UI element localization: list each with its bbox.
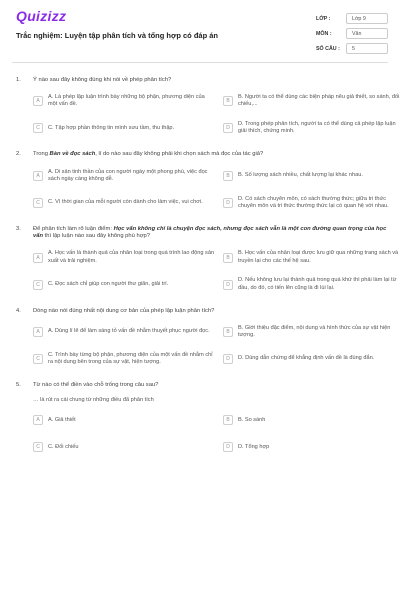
question-4 [16,307,391,370]
question-number: 2. [16,151,21,158]
question-list [0,77,400,458]
answer-option-a[interactable] [33,90,215,112]
option-text: C. Vì thời gian của mỗi người còn dành cho làm việc, vui chơi. [48,199,203,206]
question-text [33,77,388,84]
option-letter-box: B [223,171,233,181]
option-text: A. Giả thiết [48,416,76,423]
answer-option-a[interactable] [33,409,215,431]
option-text: C. Tập hợp phần thông tin mình sưu tầm, thu thập. [48,124,175,131]
question-text [33,308,388,315]
meta-label: LỚP : [316,15,331,22]
answer-options [33,321,391,370]
option-text: B. Người ta có thể dùng các biện pháp nêu giả thiết, so sánh, đối chiếu,... [238,94,400,108]
question-number: 5. [16,382,21,389]
answer-option-c[interactable] [33,348,215,370]
subject-field: Văn [346,28,388,39]
option-letter-box: B [223,327,233,337]
question-emphasis: Bàn về đọc sách [49,151,96,158]
worksheet-meta [316,11,388,56]
option-text: D. Trong phép phân tích, người ta có thể dùng cả phép lập luận giải thích, chứng minh. [238,121,396,135]
question-count-field: 5 [346,43,388,54]
worksheet-header [0,0,400,62]
question-text [33,226,388,241]
answer-options [33,409,388,458]
answer-option-a[interactable] [33,321,215,343]
answer-options [33,90,400,139]
option-text: B. Số lượng sách nhiều, chất lượng lại khác nhau. [238,172,363,179]
answer-option-d[interactable] [223,274,400,296]
option-letter-box: D [223,280,233,290]
meta-label: SỐ CÂU : [316,45,340,52]
question-text-part: thì lập luận nào sau đây không phù hợp? [43,233,150,240]
option-text: B. So sánh [238,416,266,423]
option-letter-box: D [223,198,233,208]
question-text [33,382,388,389]
answer-option-b[interactable] [223,409,400,431]
question-text-part: Dòng nào nói đúng nhất nội dung cơ bản của phép lập luận phân tích? [33,307,215,314]
answer-option-b[interactable] [223,165,400,187]
option-letter-box: C [33,442,43,452]
grade-field: Lớp 9 [346,13,388,24]
option-letter-box: B [223,96,233,106]
meta-row-grade [316,11,388,26]
option-letter-box: C [33,198,43,208]
option-letter-box: A [33,96,43,106]
option-text: A. Di sản tinh thần của con người ngày một phong phú, việc đọc sách ngày càng không dễ. [48,168,208,182]
answer-options [33,247,399,296]
option-text: D. Nếu không lưu lại thành quả trong quá khứ thì phải làm lại từ đầu, do đó, có tiến lên cũng là đi lùi lại. [238,277,397,291]
question-text-part: Để phân tích làm rõ luận điểm: [33,225,114,232]
answer-option-c[interactable] [33,192,215,214]
question-emphasis: Học vấn không chỉ là chuyện đọc sách, nhưng đọc sách vẫn là một con đường quan trọng của học vấn [33,225,387,240]
option-letter-box: D [223,123,233,133]
answer-option-c[interactable] [33,436,215,458]
meta-label: MÔN : [316,30,332,37]
option-letter-box: D [223,442,233,452]
header-divider [12,62,388,63]
option-text: D. Tổng hợp [238,443,270,450]
option-text: A. Dùng lí lẽ để làm sáng tỏ vấn đề nhằm thuyết phục người đọc. [48,328,210,335]
option-text: A. Học vấn là thành quả của nhân loại trong quá trình lao động sản xuất và trải nghiệm. [48,250,215,264]
question-text-part: Trong [33,151,50,158]
option-text: C. Đối chiếu [48,443,79,450]
question-number: 1. [16,77,21,83]
worksheet-title: Trắc nghiệm: Luyện tập phân tích và tổng hợp có đáp án [16,31,219,40]
option-letter-box: D [223,354,233,364]
answer-option-b[interactable] [223,247,400,269]
answer-option-a[interactable] [33,165,215,187]
option-text: D. Có sách chuyên môn, có sách thường thức; giữa tri thức chuyên môn và tri thức thường thức lại có quan hệ với nhau. [238,195,389,209]
option-letter-box: C [33,123,43,133]
option-text: B. Học vấn của nhân loại được lưu giữ qua những trang sách và truyền lại cho các thế hệ sau. [238,250,399,264]
question-1 [16,77,400,139]
question-prompt: … là rút ra cái chung từ những điều đã phân tích [33,397,154,404]
option-text: C. Trình bày từng bộ phận, phương diện của một vấn đề nhằm chỉ ra nội dung bên trong của sự vật, hiện tượng. [48,351,213,366]
question-text-part: Từ nào có thể điền vào chỗ trống trong câu sau? [33,382,159,389]
answer-option-d[interactable] [223,192,400,214]
answer-option-d[interactable] [223,436,400,458]
question-number: 3. [16,225,21,232]
option-text: D. Dùng dẫn chứng để khẳng định vấn đề là đúng đắn. [238,355,375,362]
answer-option-c[interactable] [33,117,215,139]
answer-option-d[interactable] [223,348,400,370]
option-text: A. Là phép lập luận trình bày những bộ phận, phương diện của một vấn đề. [48,94,205,108]
option-letter-box: B [223,415,233,425]
question-number: 4. [16,307,21,314]
option-letter-box: A [33,171,43,181]
meta-row-question-count [316,41,388,56]
option-letter-box: A [33,327,43,337]
question-5 [16,382,388,458]
answer-option-d[interactable] [223,117,400,139]
option-letter-box: B [223,253,233,263]
answer-option-a[interactable] [33,247,215,269]
option-text: B. Giới thiệu đặc điểm, nội dung và hình thức của sự vật hiện tượng. [238,324,391,339]
answer-option-c[interactable] [33,274,215,296]
question-text [33,151,388,158]
option-letter-box: A [33,415,43,425]
question-3 [16,225,399,296]
option-text: C. Đọc sách chỉ giúp con người thư giãn, giải trí. [48,281,169,288]
question-text-part: Ý nào sau đây không đúng khi nói về phép phân tích? [33,77,172,83]
question-2 [16,151,388,213]
option-letter-box: A [33,253,43,263]
option-letter-box: C [33,354,43,364]
meta-row-subject [316,26,388,41]
quizizz-logo: Quizizz [16,8,67,24]
question-text-part: , lí do nào sau đây không phải khi chọn sách mà đọc của tác giả? [95,151,264,158]
answer-options [33,165,388,214]
answer-option-b[interactable] [223,321,400,343]
answer-option-b[interactable] [223,90,400,112]
option-letter-box: C [33,280,43,290]
